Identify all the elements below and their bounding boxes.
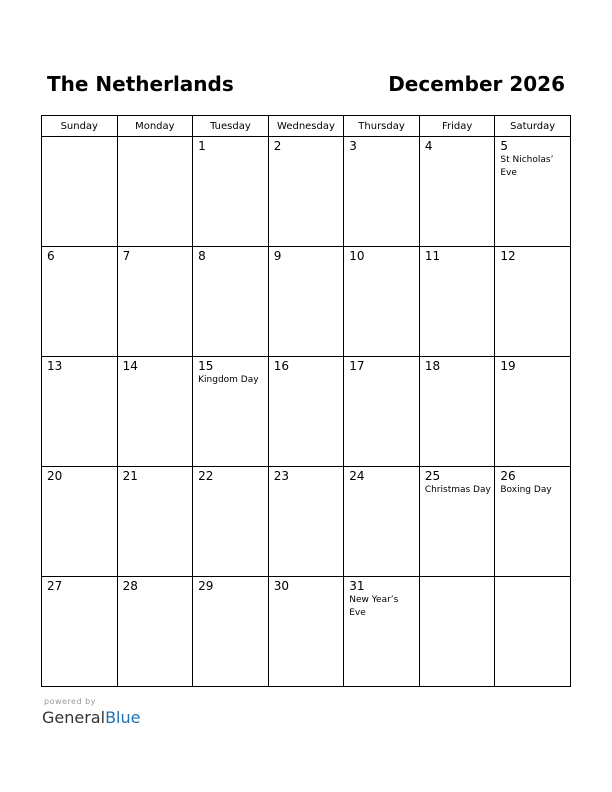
powered-by-label: powered by [44, 697, 96, 706]
day-number: 31 [349, 579, 365, 593]
day-cell [193, 467, 269, 577]
day-cell [344, 467, 420, 577]
weekday-header: Thursday [344, 116, 420, 137]
day-cell [117, 577, 193, 687]
day-cell [344, 577, 420, 687]
day-cell [495, 357, 571, 467]
day-number: 21 [122, 469, 138, 483]
day-number: 4 [424, 139, 433, 153]
week-row [42, 137, 571, 247]
calendar-grid [41, 115, 571, 687]
day-cell [42, 577, 118, 687]
day-number: 9 [273, 249, 282, 263]
day-cell [42, 467, 118, 577]
week-row [42, 577, 571, 687]
day-number: 2 [273, 139, 282, 153]
holiday-label: Kingdom Day [198, 375, 259, 385]
day-cell [419, 577, 495, 687]
day-number: 25 [424, 469, 441, 483]
day-number: 28 [122, 579, 138, 593]
day-number: 30 [273, 579, 289, 593]
day-cell [193, 577, 269, 687]
weekday-header: Monday [117, 116, 193, 137]
day-cell [268, 137, 344, 247]
generalblue-logo[interactable] [42, 708, 140, 728]
day-cell [117, 137, 193, 247]
day-number: 23 [273, 469, 289, 483]
day-number: 11 [424, 249, 441, 263]
holiday-label: Boxing Day [500, 485, 552, 495]
weekday-header-row [42, 116, 571, 137]
day-cell [268, 357, 344, 467]
day-number: 8 [198, 249, 206, 263]
day-cell [419, 467, 495, 577]
day-number: 6 [47, 249, 55, 263]
holiday-label: Christmas Day [424, 485, 491, 495]
day-number: 24 [349, 469, 365, 483]
day-number: 15 [198, 359, 214, 373]
day-number: 10 [349, 249, 365, 263]
day-cell [117, 247, 193, 357]
day-cell [495, 577, 571, 687]
day-number: 18 [424, 359, 441, 373]
day-number: 3 [349, 139, 357, 153]
day-cell [42, 357, 118, 467]
day-number: 5 [500, 139, 509, 153]
week-row [42, 467, 571, 577]
day-number: 14 [122, 359, 138, 373]
logo-text-general: General [42, 708, 106, 727]
day-cell [344, 247, 420, 357]
day-cell [117, 467, 193, 577]
weekday-header: Friday [419, 116, 495, 137]
day-number: 20 [47, 469, 63, 483]
day-number [420, 577, 495, 579]
day-cell [419, 357, 495, 467]
day-number: 22 [198, 469, 214, 483]
day-number: 29 [198, 579, 214, 593]
day-number [42, 137, 117, 139]
day-cell [268, 577, 344, 687]
day-number: 17 [349, 359, 365, 373]
day-cell [495, 247, 571, 357]
day-cell [495, 137, 571, 247]
day-cell [268, 467, 344, 577]
day-cell [268, 247, 344, 357]
day-cell [495, 467, 571, 577]
day-cell [193, 357, 269, 467]
week-row [42, 357, 571, 467]
day-cell [419, 247, 495, 357]
day-number: 12 [500, 249, 516, 263]
day-number [118, 137, 193, 139]
weekday-header: Wednesday [268, 116, 344, 137]
day-cell [344, 137, 420, 247]
day-number [495, 577, 570, 579]
day-cell [117, 357, 193, 467]
weekday-header: Tuesday [193, 116, 269, 137]
month-year-title: December 2026 [388, 72, 565, 96]
holiday-label: New Year’s Eve [349, 595, 399, 618]
day-cell [42, 137, 118, 247]
day-number: 7 [122, 249, 131, 263]
day-number: 26 [500, 469, 516, 483]
week-row [42, 247, 571, 357]
day-number: 19 [500, 359, 516, 373]
day-number: 16 [273, 359, 289, 373]
weekday-header: Sunday [42, 116, 118, 137]
holiday-label: St Nicholas’ Eve [500, 155, 554, 178]
day-number: 13 [47, 359, 63, 373]
day-cell [419, 137, 495, 247]
day-cell [344, 357, 420, 467]
day-number: 27 [47, 579, 63, 593]
day-cell [193, 247, 269, 357]
day-cell [42, 247, 118, 357]
logo-text-blue: Blue [105, 708, 141, 727]
day-cell [193, 137, 269, 247]
country-title: The Netherlands [47, 72, 234, 96]
weekday-header: Saturday [495, 116, 571, 137]
day-number: 1 [198, 139, 206, 153]
